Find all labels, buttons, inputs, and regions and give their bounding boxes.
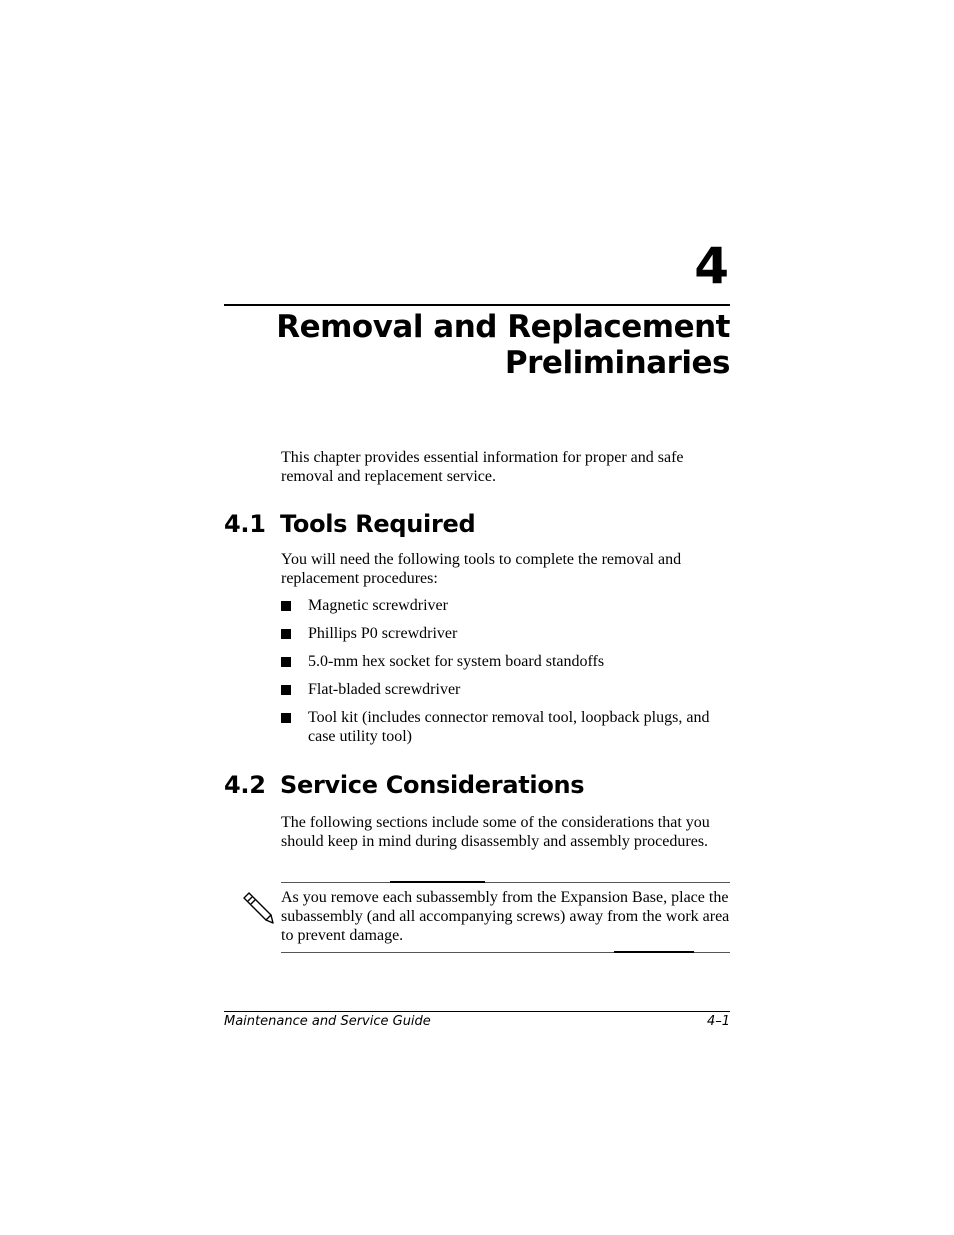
- note-top-rule: [281, 882, 730, 883]
- tools-intro: You will need the following tools to complete the removal and replacement procedures:: [281, 551, 682, 587]
- list-item-text: Tool kit (includes connector removal tool, loopback plugs, and case utility tool): [308, 708, 710, 745]
- section-title: Service Considerations: [280, 771, 585, 799]
- pencil-note-icon: [240, 890, 274, 924]
- chapter-intro: This chapter provides essential information for proper and safe removal and replacement service.: [281, 449, 684, 485]
- list-item-text: Flat-bladed screwdriver: [308, 680, 461, 698]
- chapter-title: [210, 309, 730, 381]
- footer-divider: [224, 1011, 730, 1012]
- section-heading-service-considerations: [224, 771, 584, 799]
- note-text: As you remove each subassembly from the Expansion Base, place the subassembly (and all accompanying screws) away from the work area to prevent damage.: [281, 889, 730, 944]
- note-bottom-accent: [614, 951, 694, 953]
- service-intro: The following sections include some of the considerations that you should keep in mind during disassembly and assembly procedures.: [281, 814, 710, 850]
- note-top-accent: [390, 881, 485, 883]
- list-item-text: Magnetic screwdriver: [308, 597, 448, 614]
- chapter-title-line1: Removal and Replacement: [276, 309, 730, 345]
- list-item: [281, 709, 731, 746]
- bullet-square-icon: [281, 629, 291, 639]
- footer-page-number: 4–1: [706, 1014, 730, 1029]
- bullet-square-icon: [281, 713, 291, 723]
- chapter-divider: [224, 304, 730, 306]
- list-item: [281, 597, 731, 616]
- tools-list: [281, 597, 731, 756]
- bullet-square-icon: [281, 601, 291, 611]
- chapter-number: 4: [694, 237, 729, 295]
- section-number: 4.1: [224, 510, 266, 538]
- list-item: [281, 653, 731, 672]
- bullet-square-icon: [281, 657, 291, 667]
- list-item-text: 5.0-mm hex socket for system board standoffs: [308, 652, 605, 670]
- list-item: [281, 625, 731, 644]
- list-item-text: Phillips P0 screwdriver: [308, 624, 458, 642]
- footer-guide-title: Maintenance and Service Guide: [224, 1014, 431, 1029]
- section-title: Tools Required: [280, 510, 476, 538]
- section-heading-tools-required: [224, 510, 475, 538]
- chapter-title-line2: Preliminaries: [504, 345, 730, 381]
- section-number: 4.2: [224, 771, 266, 799]
- list-item: [281, 681, 731, 700]
- bullet-square-icon: [281, 685, 291, 695]
